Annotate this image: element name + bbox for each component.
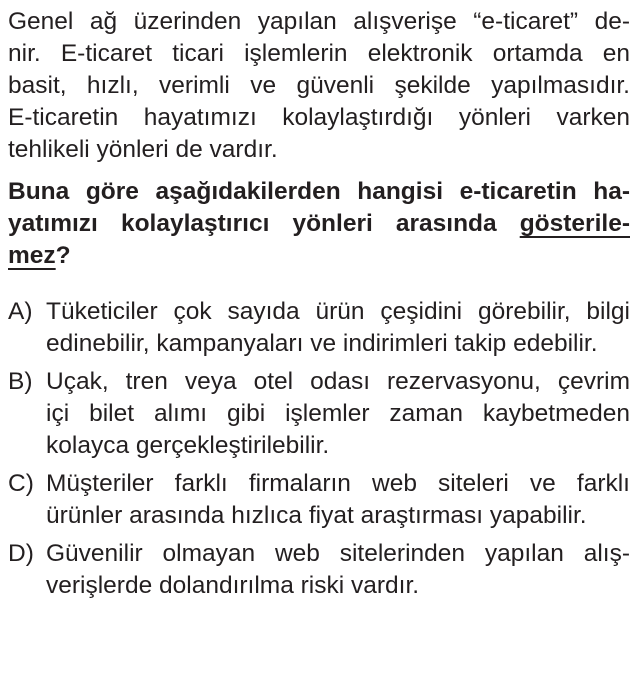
question-stem: [8, 176, 630, 272]
option-text: edinebilir, kampanyaları ve indirimleri takip edebilir.: [46, 330, 598, 357]
option-c[interactable]: [8, 468, 630, 532]
passage-line: nir. E-ticaret ticari işlemlerin elektronik ortamda en: [8, 40, 630, 67]
option-text: Güvenilir olmayan web sitelerinden yapılan alış-: [46, 540, 630, 567]
question-line: Buna göre aşağıdakilerden hangisi e-ticaretin ha-: [8, 178, 630, 205]
question-mark: ?: [55, 242, 71, 269]
passage-line: tehlikeli yönleri de vardır.: [8, 136, 278, 163]
question-text: yatımızı kolaylaştırıcı yönleri arasında: [8, 210, 520, 237]
option-d[interactable]: [8, 538, 630, 602]
question-line: [8, 208, 630, 240]
option-letter: D): [8, 540, 34, 567]
question-line: [8, 240, 630, 272]
option-text: kolayca gerçekleştirilebilir.: [46, 432, 330, 459]
negation-emphasis: mez: [8, 242, 56, 269]
option-text: Tüketiciler çok sayıda ürün çeşidini görebilir, bilgi: [46, 298, 630, 325]
option-text: içi bilet alımı gibi işlemler zaman kaybetmeden: [46, 400, 630, 427]
option-a[interactable]: [8, 296, 630, 360]
option-letter: C): [8, 470, 34, 497]
option-text: Uçak, tren veya otel odası rezervasyonu, çevrim: [46, 368, 630, 395]
option-letter: B): [8, 368, 33, 395]
option-text: verişlerde dolandırılma riski vardır.: [46, 572, 420, 599]
passage-line: basit, hızlı, verimli ve güvenli şekilde yapılmasıdır.: [8, 72, 630, 99]
passage-line: Genel ağ üzerinden yapılan alışverişe “e-ticaret” de-: [8, 8, 630, 35]
passage: [8, 6, 630, 166]
question-page: [8, 6, 630, 608]
option-text: Müşteriler farklı firmaların web siteleri ve farklı: [46, 470, 630, 497]
negation-emphasis: gösterile-: [519, 210, 630, 237]
passage-line: E-ticaretin hayatımızı kolaylaştırdığı yönleri varken: [8, 104, 630, 131]
option-b[interactable]: [8, 366, 630, 462]
option-letter: A): [8, 298, 33, 325]
option-text: ürünler arasında hızlıca fiyat araştırması yapabilir.: [46, 502, 587, 529]
